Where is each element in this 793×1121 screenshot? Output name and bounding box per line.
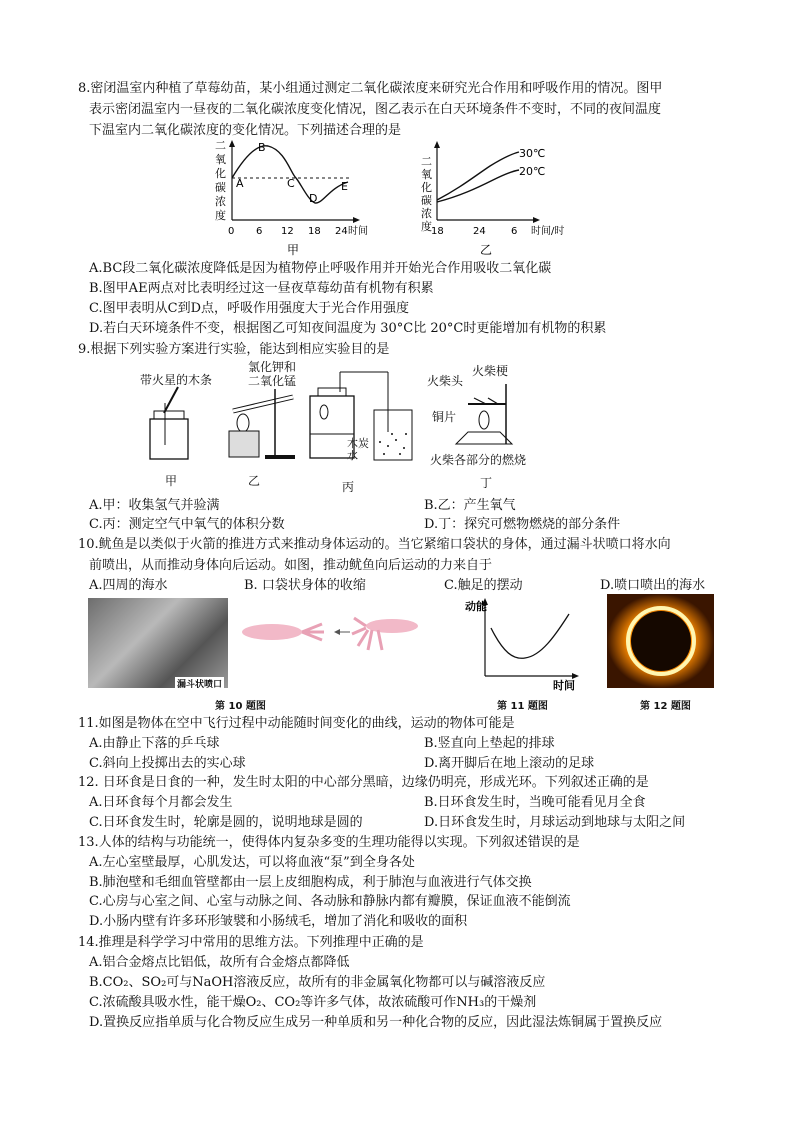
tick-18: 18 bbox=[308, 226, 321, 237]
q14-option-c: C.浓硫酸具吸水性，能干燥O₂、CO₂等许多气体，故浓硫酸可作NH₃的干燥剂 bbox=[89, 995, 537, 1010]
q12-option-d: D.日环食发生时，月球运动到地球与太阳之间 bbox=[424, 815, 686, 830]
graph-jia-xunit: 时间 bbox=[348, 226, 368, 237]
q11-option-b: B.竖直向上垫起的排球 bbox=[424, 736, 555, 751]
apparatus-ding bbox=[440, 382, 520, 452]
tick-6: 6 bbox=[511, 226, 518, 237]
graph-jia-ylabel bbox=[215, 139, 226, 222]
graph-jia-caption: 甲 bbox=[287, 243, 300, 257]
point-c: C bbox=[287, 177, 295, 190]
q10-stem-line1: 10.鱿鱼是以类似于火箭的推进方式来推动身体运动的。当它紧缩口袋状的身体，通过漏斗状喷口将水向 bbox=[78, 537, 671, 552]
svg-text:碳: 碳 bbox=[215, 181, 226, 194]
graph-jia bbox=[205, 138, 380, 260]
q12-option-a: A.日环食每个月都会发生 bbox=[89, 795, 233, 810]
svg-text:氧: 氧 bbox=[421, 168, 432, 181]
q10-stem-line2: 前喷出，从而推动身体向后运动。如图，推动鱿鱼向后运动的力来自于 bbox=[89, 558, 493, 573]
q10-option-b: B. 口袋状身体的收缩 bbox=[244, 578, 366, 593]
q13-stem: 13.人体的结构与功能统一，使得体内复杂多变的生理功能得以实现。下列叙述错误的是 bbox=[78, 835, 580, 850]
apparatus-yi bbox=[215, 385, 305, 465]
q11-option-a: A.由静止下落的乒乓球 bbox=[89, 736, 220, 751]
q12-stem: 12. 日环食是日食的一种，发生时太阳的中心部分黑暗，边缘仍明亮，形成光环。下列叙述正确的是 bbox=[78, 775, 649, 790]
q10-option-a: A.四周的海水 bbox=[89, 578, 168, 593]
label-30c: 30℃ bbox=[519, 147, 546, 160]
energy-curve bbox=[491, 614, 569, 658]
q9-option-b: B.乙：产生氧气 bbox=[424, 498, 516, 513]
squid-photo bbox=[88, 598, 228, 688]
q8-option-c: C.图甲表明从C到D点，呼吸作用强度大于光合作用强度 bbox=[89, 301, 409, 316]
apparatus-jia bbox=[140, 385, 200, 465]
graph-yi-caption: 乙 bbox=[480, 243, 493, 257]
flame-icon bbox=[237, 414, 249, 432]
svg-text:浓: 浓 bbox=[215, 195, 226, 208]
tick-6: 6 bbox=[256, 226, 263, 237]
label-burning: 火柴各部分的燃烧 bbox=[430, 453, 527, 467]
beaker-icon bbox=[374, 410, 412, 460]
q11-option-c: C.斜向上投掷出去的实心球 bbox=[89, 756, 246, 771]
caption-yi: 乙 bbox=[248, 474, 261, 488]
label-kclo3-2: 二氧化锰 bbox=[248, 374, 297, 388]
label-match-stick: 火柴梗 bbox=[472, 364, 509, 378]
q9-option-a: A.甲：收集氢气并验满 bbox=[89, 498, 220, 513]
q10-option-c: C.触足的摆动 bbox=[444, 578, 523, 593]
caption-bing: 丙 bbox=[342, 480, 355, 494]
tick-24: 24 bbox=[473, 226, 486, 237]
caption-jia: 甲 bbox=[165, 474, 178, 488]
q8-option-d: D.若白天环境条件不变，根据图乙可知夜间温度为 30°C比 20°C时更能增加有机物的积累 bbox=[89, 321, 607, 336]
tick-18: 18 bbox=[431, 226, 444, 237]
q8-option-b: B.图甲AE两点对比表明经过这一昼夜草莓幼苗有机物有积累 bbox=[89, 281, 434, 296]
label-charcoal: 木炭 bbox=[347, 437, 369, 450]
q13-option-d: D.小肠内壁有许多环形皱襞和小肠绒毛，增加了消化和吸收的面积 bbox=[89, 914, 468, 929]
squid-icon bbox=[242, 624, 302, 640]
caption-ding: 丁 bbox=[480, 476, 493, 490]
q11-option-d: D.离开脚后在地上滚动的足球 bbox=[424, 756, 595, 771]
svg-text:氧: 氧 bbox=[215, 153, 226, 166]
flame-icon bbox=[479, 411, 489, 429]
q10-option-d: D.喷口喷出的海水 bbox=[600, 578, 706, 593]
q11-stem: 11.如图是物体在空中飞行过程中动能随时间变化的曲线，运动的物体可能是 bbox=[78, 716, 515, 731]
q14-option-d: D.置换反应指单质与化合物反应生成另一种单质和另一种化合物的反应，因此湿法炼铜属于置换反应 bbox=[89, 1015, 663, 1030]
q9-stem: 9.根据下列实验方案进行实验，能达到相应实验目的是 bbox=[78, 342, 390, 357]
energy-xlabel: 时间 bbox=[553, 679, 575, 691]
q8-stem-line2: 表示密闭温室内一昼夜的二氧化碳浓度变化情况，图乙表示在白天环境条件不变时，不同的夜间温度 bbox=[89, 102, 662, 117]
svg-text:化: 化 bbox=[421, 181, 432, 194]
graph-yi bbox=[415, 138, 590, 260]
q9-option-c: C.丙：测定空气中氧气的体积分数 bbox=[89, 517, 285, 532]
curve-30c bbox=[437, 152, 519, 200]
q12-option-c: C.日环食发生时，轮廓是圆的，说明地球是圆的 bbox=[89, 815, 363, 830]
q13-option-a: A.左心室壁最厚，心肌发达，可以将血液“泵”到全身各处 bbox=[89, 855, 415, 870]
q8-stem-line1: 8.密闭温室内种植了草莓幼苗，某小组通过测定二氧化碳浓度来研究光合作用和呼吸作用的情况。图甲 bbox=[78, 81, 663, 96]
svg-text:浓: 浓 bbox=[421, 207, 432, 220]
label-copper: 铜片 bbox=[432, 410, 457, 424]
svg-text:碳: 碳 bbox=[421, 194, 432, 207]
tick-12: 12 bbox=[281, 226, 294, 237]
graph-jia-curve bbox=[232, 146, 348, 203]
svg-text:化: 化 bbox=[215, 167, 226, 180]
label-wood-stick: 带火星的木条 bbox=[140, 373, 213, 387]
q9-option-d: D.丁：探究可燃物燃烧的部分条件 bbox=[424, 517, 621, 532]
q13-option-c: C.心房与心室之间、心室与动脉之间、各动脉和静脉内都有瓣膜，保证血液不能倒流 bbox=[89, 894, 571, 909]
svg-text:度: 度 bbox=[215, 209, 226, 222]
label-match-head: 火柴头 bbox=[427, 374, 464, 388]
apparatus-bing bbox=[300, 362, 420, 467]
point-e: E bbox=[341, 180, 348, 193]
q8-stem-line3: 下温室内二氧化碳浓度的变化情况。下列描述合理的是 bbox=[89, 123, 402, 138]
tick-0: 0 bbox=[228, 226, 235, 237]
figure-11-caption: 第 11 题图 bbox=[497, 701, 548, 712]
graph-yi-xunit: 时间/时 bbox=[531, 226, 565, 237]
svg-text:二: 二 bbox=[421, 155, 432, 168]
point-a: A bbox=[236, 177, 244, 190]
label-kclo3-1: 氯化钾和 bbox=[248, 360, 297, 374]
tick-24: 24 bbox=[335, 226, 348, 237]
graph-yi-ylabel bbox=[421, 155, 432, 233]
q13-option-b: B.肺泡壁和毛细血管壁都由一层上皮细胞构成，利于肺泡与血液进行气体交换 bbox=[89, 875, 532, 890]
energy-ylabel: 动能 bbox=[465, 600, 487, 613]
label-water: 水 bbox=[347, 449, 358, 462]
wood-stick-icon bbox=[164, 387, 178, 413]
graph-kinetic-energy bbox=[463, 596, 588, 691]
figure-12-caption: 第 12 题图 bbox=[640, 701, 691, 712]
label-20c: 20℃ bbox=[519, 165, 546, 178]
squid-drawing bbox=[232, 612, 432, 662]
svg-text:度: 度 bbox=[421, 220, 432, 233]
q12-option-b: B.日环食发生时，当晚可能看见月全食 bbox=[424, 795, 646, 810]
point-b: B bbox=[258, 141, 266, 154]
figure-10-caption: 第 10 题图 bbox=[215, 701, 266, 712]
gas-jar-icon bbox=[150, 419, 188, 459]
q14-stem: 14.推理是科学学习中常用的思维方法。下列推理中正确的是 bbox=[78, 935, 424, 950]
point-d: D bbox=[309, 192, 318, 205]
svg-text:二: 二 bbox=[215, 139, 226, 152]
eclipse-photo bbox=[607, 594, 714, 688]
q14-option-b: B.CO₂、SO₂可与NaOH溶液反应，故所有的非金属氧化物都可以与碱溶液反应 bbox=[89, 975, 546, 990]
lamp-icon bbox=[229, 431, 259, 457]
label-funnel: 漏斗状喷口 bbox=[175, 677, 224, 690]
q14-option-a: A.铝合金熔点比铝低，故所有合金熔点都降低 bbox=[89, 955, 350, 970]
q8-option-a: A.BC段二氧化碳浓度降低是因为植物停止呼吸作用并开始光合作用吸收二氧化碳 bbox=[89, 261, 552, 276]
